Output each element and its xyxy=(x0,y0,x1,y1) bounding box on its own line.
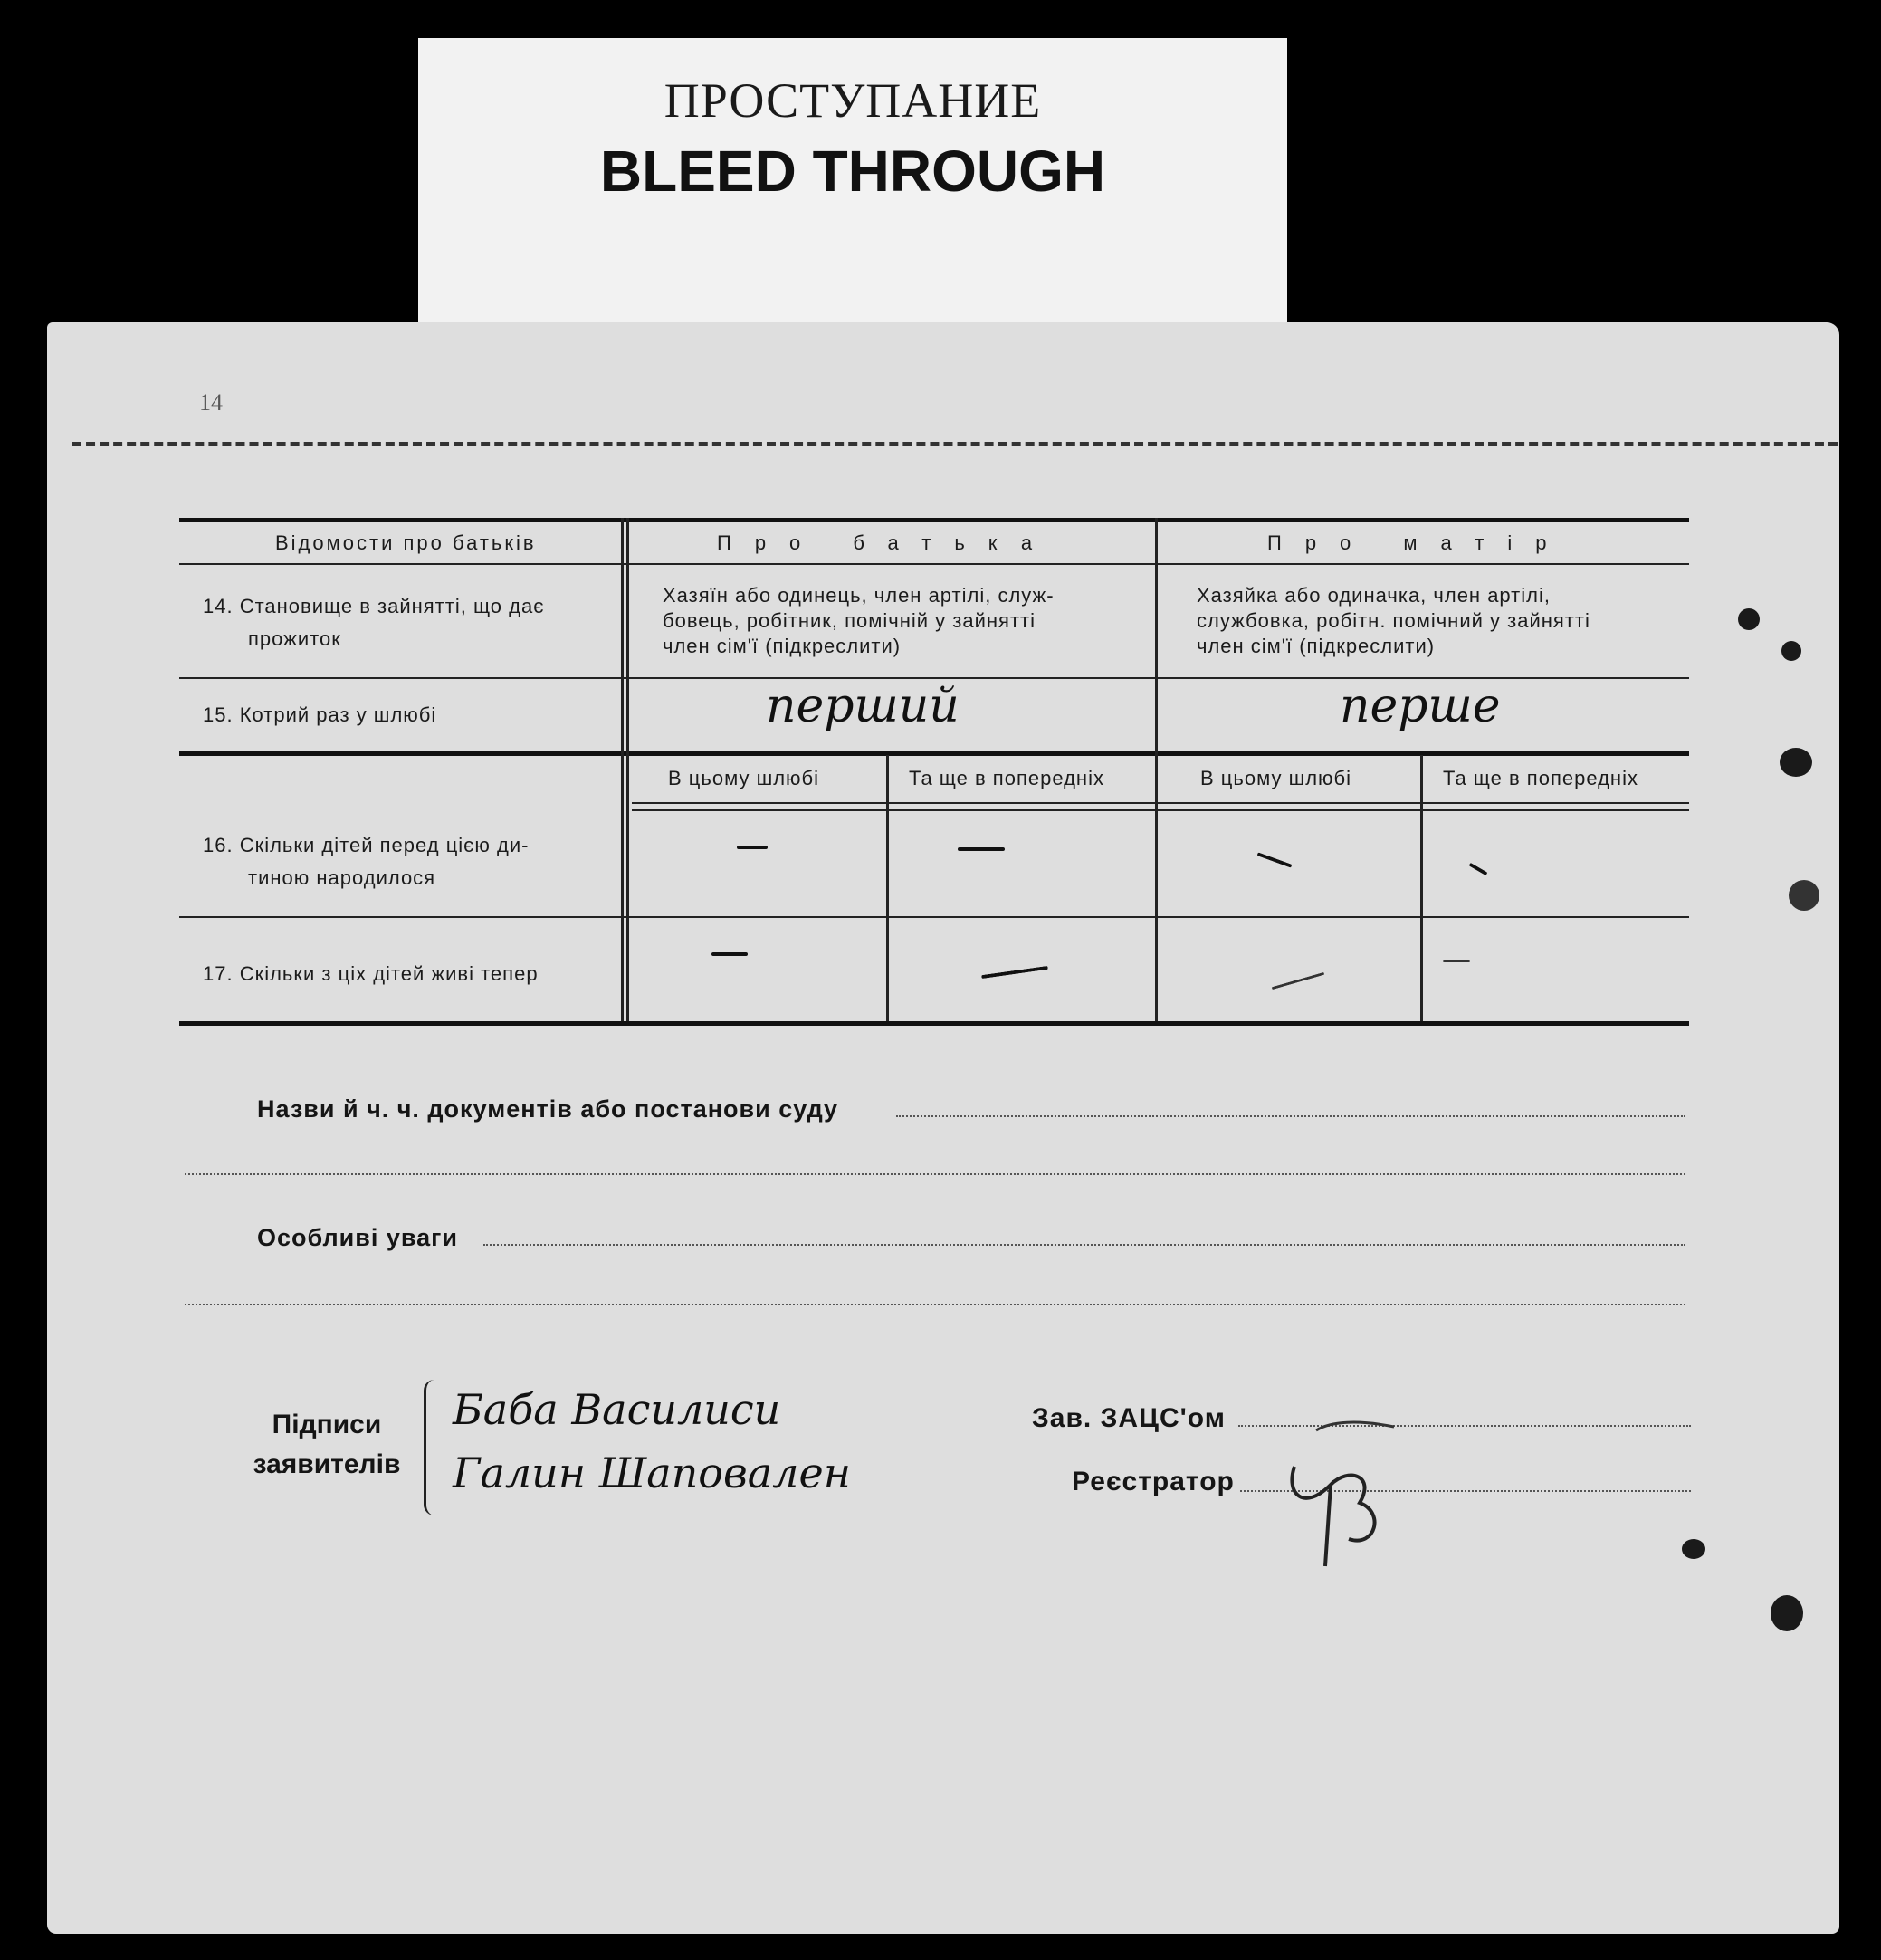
header-mother: Про матір xyxy=(1267,531,1571,554)
applicants-brace xyxy=(424,1380,444,1515)
perforation-line xyxy=(72,442,1838,446)
row14-mother-line1: Хазяйка або одиначка, член артілі, xyxy=(1197,584,1551,607)
punch-hole xyxy=(1780,748,1812,777)
subheader-mother-this-marriage: В цьому шлюбі xyxy=(1200,767,1352,789)
row17-mother-this xyxy=(1272,972,1325,990)
row16-father-previous xyxy=(958,847,1005,851)
row15-mother-handwritten: перше xyxy=(1340,679,1501,733)
punch-hole xyxy=(1781,641,1801,661)
row14-father-line2: бовець, робітник, помічній у зайнятті xyxy=(663,609,1036,632)
row16-label-line2: тиною народилося xyxy=(248,866,436,889)
row16-father-this xyxy=(737,846,768,849)
header-parents-info: Відомости про батьків xyxy=(275,531,537,554)
documents-dotted-line xyxy=(896,1115,1685,1117)
header-father: Про батька xyxy=(717,531,1056,554)
head-zags-label: Зав. ЗАЦС'ом xyxy=(1032,1403,1226,1433)
row15-label: 15. Котрий раз у шлюбі xyxy=(203,703,437,726)
documents-dotted-line-2 xyxy=(185,1173,1685,1175)
registrar-signature xyxy=(1276,1412,1421,1575)
applicant2-signature: Галин Шаповален xyxy=(453,1448,851,1497)
label-english: BLEED THROUGH xyxy=(599,139,1106,204)
notes-label: Особливі уваги xyxy=(257,1224,458,1251)
notes-dotted-line xyxy=(483,1244,1685,1246)
row14-label-line2: прожиток xyxy=(248,627,341,650)
parents-info-table xyxy=(179,518,1689,1027)
row16-label-line1: 16. Скільки дітей перед цією ди- xyxy=(203,834,530,856)
row17-father-this xyxy=(711,952,748,956)
applicants-label-line1: Підписи xyxy=(272,1410,382,1439)
row16-mother-this xyxy=(1257,852,1293,867)
punch-hole xyxy=(1738,608,1760,630)
row17-label: 17. Скільки з ціх дітей живі тепер xyxy=(203,962,539,985)
subheader-father-this-marriage: В цьому шлюбі xyxy=(668,767,820,789)
corner-mark: 14 xyxy=(199,389,223,416)
punch-hole xyxy=(1682,1539,1705,1559)
notes-dotted-line-2 xyxy=(185,1304,1685,1305)
applicants-label xyxy=(241,1405,413,1485)
registrar-label: Реєстратор xyxy=(1072,1467,1235,1496)
documents-label: Назви й ч. ч. документів або постанови суду xyxy=(257,1095,839,1123)
bleed-through-label-card xyxy=(418,38,1287,330)
row14-mother-line2: службовка, робітн. помічний у зайнятті xyxy=(1197,609,1590,632)
row17-father-previous xyxy=(981,966,1048,979)
applicant1-signature: Баба Василиси xyxy=(453,1385,781,1434)
row14-mother-line3: член сім'ї (підкреслити) xyxy=(1197,635,1436,657)
row14-father-line3: член сім'ї (підкреслити) xyxy=(663,635,902,657)
label-russian: ПРОСТУПАНИЕ xyxy=(664,73,1042,128)
subheader-father-previous: Та ще в попередніх xyxy=(909,767,1104,789)
subheader-mother-previous: Та ще в попередніх xyxy=(1443,767,1638,789)
row16-mother-previous xyxy=(1468,863,1487,875)
punch-hole xyxy=(1789,880,1819,911)
applicants-label-line2: заявителів xyxy=(253,1449,401,1479)
row14-father-line1: Хазяїн або одинець, член артілі, служ- xyxy=(663,584,1055,607)
row14-label-line1: 14. Становище в зайнятті, що дає xyxy=(203,595,545,617)
punch-hole xyxy=(1771,1595,1803,1631)
row15-father-handwritten: перший xyxy=(766,679,960,733)
row17-mother-previous xyxy=(1443,960,1470,962)
